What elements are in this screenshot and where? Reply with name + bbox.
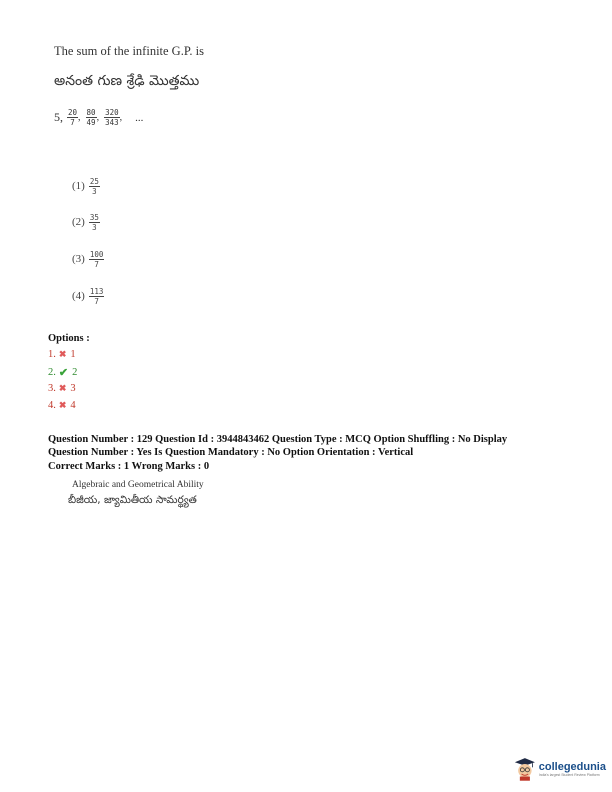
question-text-english: The sum of the infinite G.P. is bbox=[54, 44, 204, 58]
wrong-mark-icon: ✖ bbox=[58, 400, 67, 410]
option-row-2: 2. ✔ 2 bbox=[48, 367, 78, 379]
series-term-2: $\frac{20}{7}$ bbox=[68, 108, 78, 127]
wrong-mark-icon: ✖ bbox=[58, 349, 67, 359]
series-first-term: 5, bbox=[54, 110, 63, 124]
topic-english: Algebraic and Geometrical Ability bbox=[72, 480, 204, 490]
correct-check-icon: ✔ bbox=[58, 367, 69, 379]
options-title: Options : bbox=[48, 333, 90, 344]
option-row-1: 1. ✖ 1 bbox=[48, 349, 76, 360]
question-text-telugu: అనంత గుణ శ్రేఢి మొత్తము bbox=[54, 73, 200, 89]
choice-2: (2) $\frac{35}{3}$ bbox=[72, 212, 99, 232]
series-term-4: $\frac{320}{343}$ bbox=[105, 108, 119, 127]
gp-series: 5, $\frac{20}{7}$ , $\frac{80}{49}$ , $\frac{320}{343}$ , ... bbox=[54, 108, 144, 127]
wrong-mark-icon: ✖ bbox=[58, 383, 67, 393]
mascot-icon bbox=[514, 755, 536, 783]
question-meta-line-1: Question Number : 129 Question Id : 3944843462 Question Type : MCQ Option Shuffling : No Display bbox=[48, 434, 508, 445]
topic-telugu: బీజీయ, జ్యామితీయ సామర్థ్యత bbox=[68, 494, 197, 506]
choice-1: (1) $\frac{25}{3}$ bbox=[72, 176, 99, 196]
series-term-3: $\frac{80}{49}$ bbox=[86, 108, 96, 127]
collegedunia-logo[interactable] bbox=[514, 752, 606, 786]
choice-4: (4) $\frac{113}{7}$ bbox=[72, 286, 104, 306]
choice-3: (3) $\frac{100}{7}$ bbox=[72, 249, 104, 269]
logo-tagline: India's largest Student Review Platform bbox=[538, 773, 600, 777]
series-ellipsis: ... bbox=[135, 111, 144, 124]
logo-name: collegedunia bbox=[538, 761, 606, 773]
option-row-4: 4. ✖ 4 bbox=[48, 400, 76, 411]
option-row-3: 3. ✖ 3 bbox=[48, 383, 76, 394]
question-marks: Correct Marks : 1 Wrong Marks : 0 bbox=[48, 461, 210, 472]
question-meta-line-2: Question Number : Yes Is Question Mandatory : No Option Orientation : Vertical bbox=[48, 447, 414, 458]
